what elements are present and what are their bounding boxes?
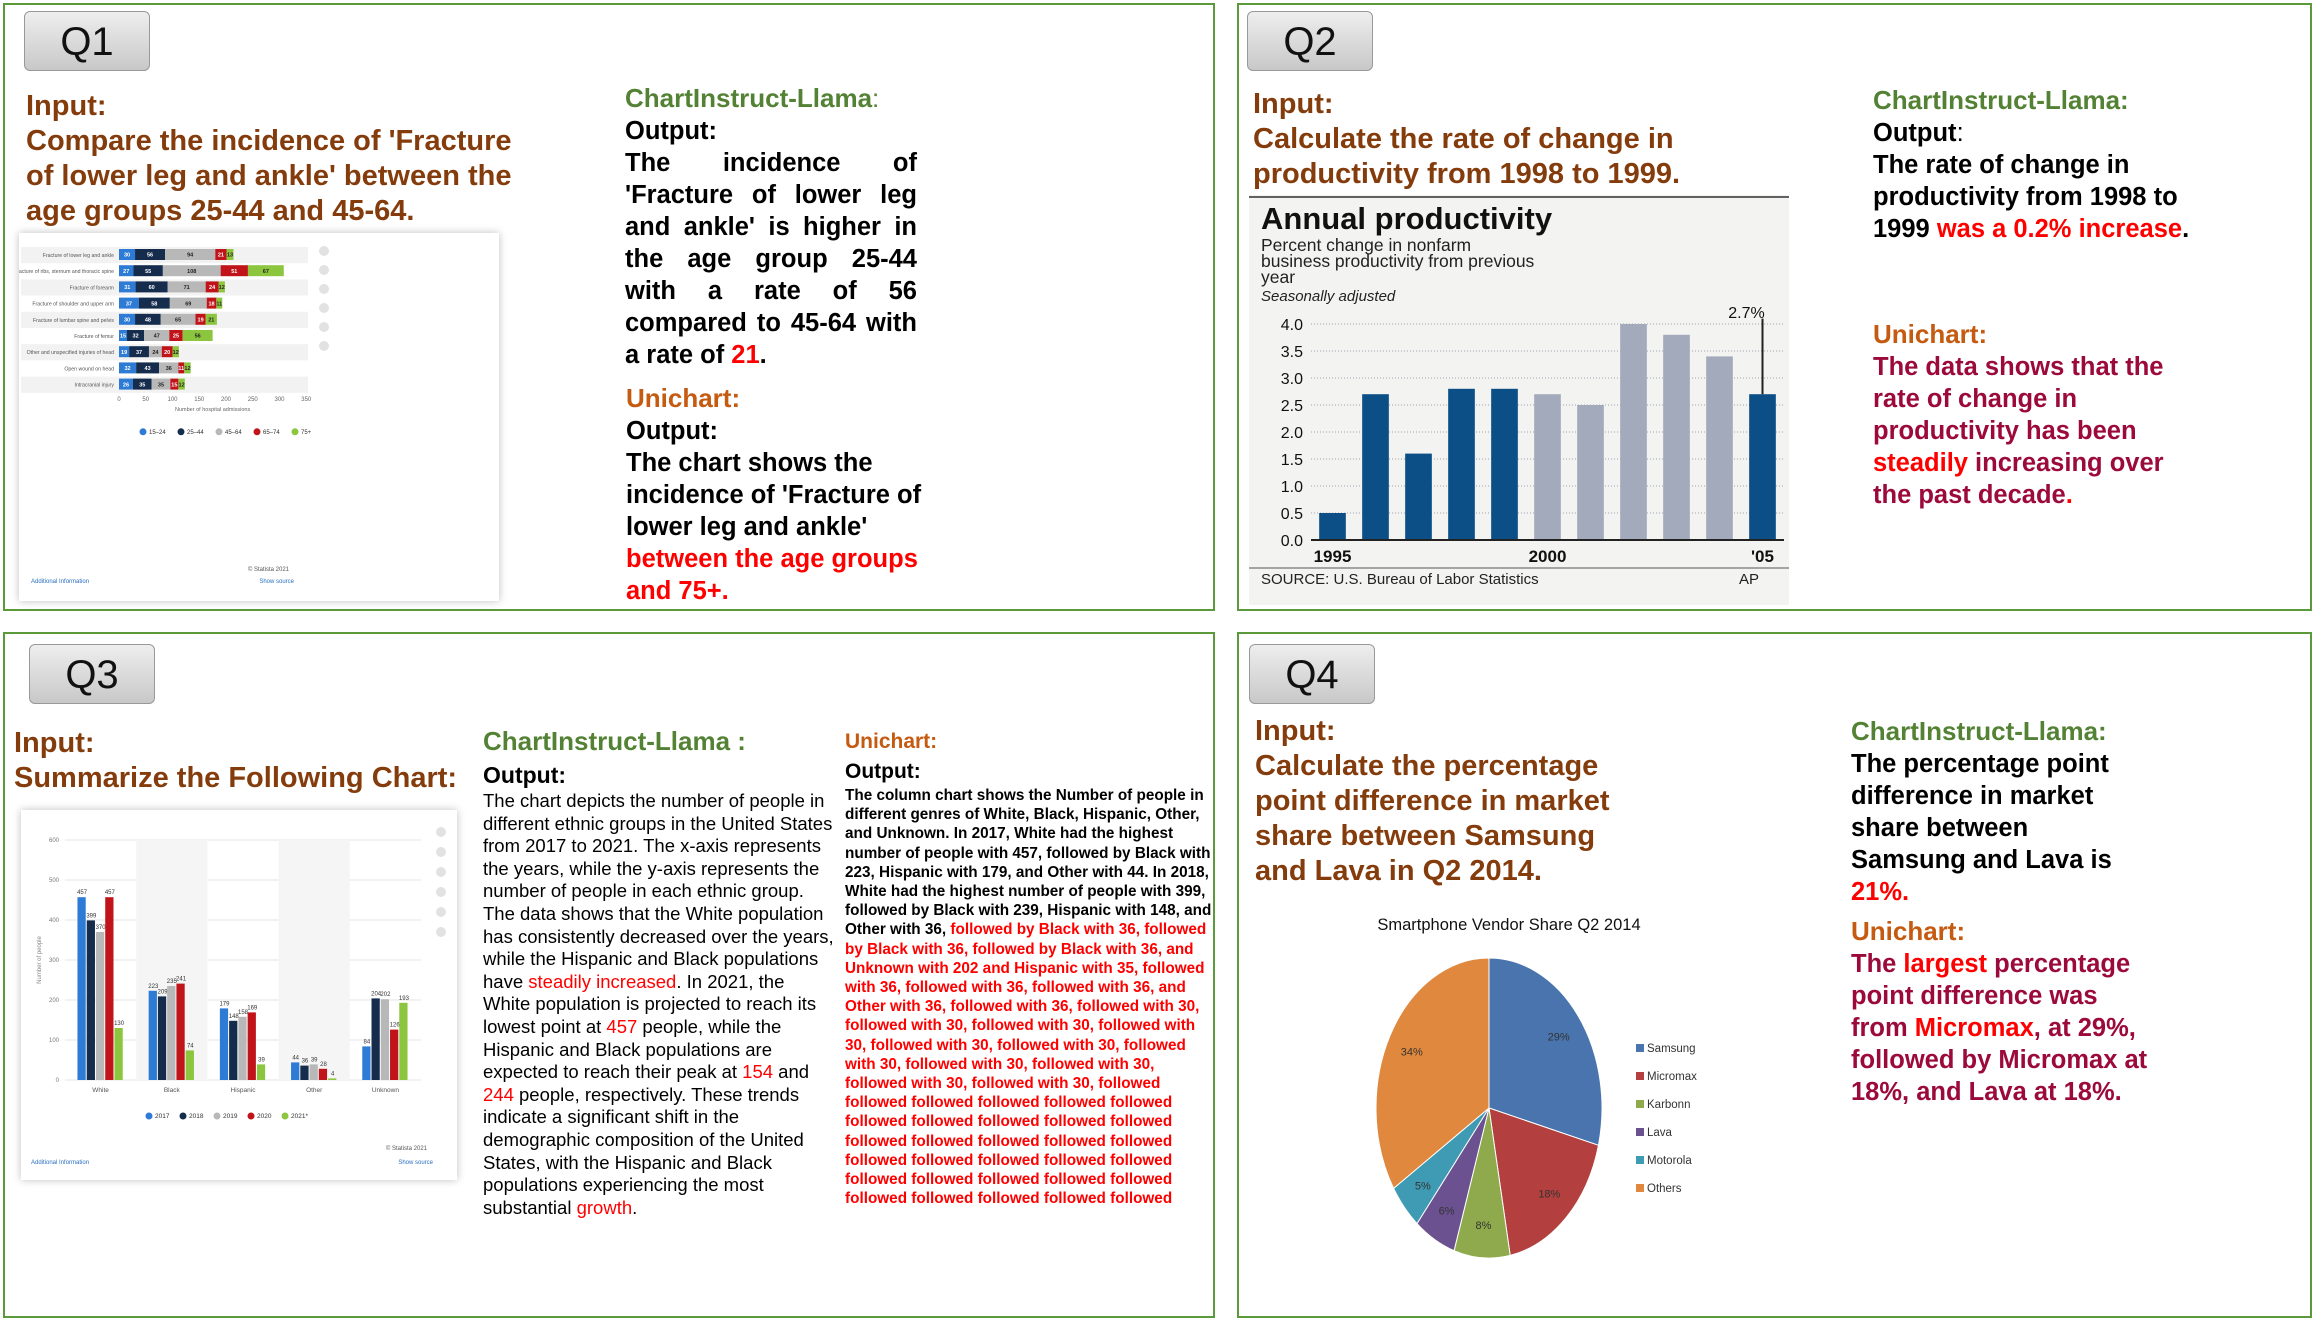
q1-bar-value: 11 [216,301,223,308]
q4-legend-marker [1636,1044,1644,1052]
q1-side-icon [319,246,329,256]
q3-input-label: Input: [14,727,95,759]
q3-ci-t3: people, while the Hispanic and Black populations are expected to reach their peak at [483,1015,782,1083]
q1-bar-value: 24 [209,285,216,292]
q3-bar [399,1003,407,1080]
q1-x-tick: 250 [247,396,258,403]
q1-legend-marker [140,428,147,435]
q2-y-tick: 4.0 [1280,317,1303,334]
q3-x-tick: Unknown [371,1087,399,1094]
q1-row-label: Fracture of shoulder and upper arm [32,301,114,308]
q2-x-tick: 1995 [1313,547,1352,566]
q3-bar [248,1012,256,1080]
q4-slice-label: 34% [1400,1046,1423,1059]
q2-bar [1448,389,1475,540]
q1-legend-label: 15–24 [149,429,166,436]
q3-bar-value: 28 [320,1061,327,1068]
q2-bar [1620,324,1647,540]
q3-bar-value: 84 [363,1039,371,1046]
q2-annotation: 2.7% [1728,305,1765,322]
q3-uni-output-label: Output: [845,760,921,783]
q3-uni-label: Unichart: [845,730,938,753]
q3-bar [390,1030,398,1080]
q1-bar-value: 12 [218,285,225,292]
q1-bar-value: 19 [121,349,128,356]
q3-legend-label: 2020 [257,1113,272,1120]
q1-x-tick: 200 [220,396,232,403]
q2-bar [1663,335,1690,540]
q3-input [14,726,494,796]
q3-bar-value: 223 [148,983,159,990]
q3-bar [362,1046,370,1080]
q3-bar-value: 148 [228,1013,239,1020]
q3-ci-label: ChartInstruct-Llama : [483,726,746,756]
q3-bar [96,932,104,1080]
q3-ci-t2: . In 2021, the White population is projected to reach its lowest point at [483,970,817,1037]
q3-grouped-bar-chart [21,810,457,1180]
q1-legend-marker [254,428,261,435]
q3-bar [229,1021,237,1080]
q2-y-tick: 0.5 [1280,506,1303,523]
q1-bar-value: 94 [187,252,194,259]
q2-ci-output-colon: : [1956,119,1964,147]
q1-row-label: Intracranial injury [74,382,114,389]
q3-ci-t6: . [632,1196,638,1218]
q1-x-label: Number of hospital admissions [175,406,251,413]
q1-bar-value: 32 [132,333,139,340]
q1-uni-label: Unichart: [626,383,741,413]
q1-bar-value: 56 [194,333,201,340]
q3-y-tick: 500 [48,878,59,884]
q4-legend-marker [1636,1184,1644,1192]
q3-bar [77,897,85,1080]
q4-chart-title: Smartphone Vendor Share Q2 2014 [1377,916,1641,934]
q4-legend-marker [1636,1072,1644,1080]
q1-badge: Q1 [24,11,150,71]
q1-input-text: Compare the incidence of 'Fracture of lower leg and ankle' between the age groups 25-44 and 45-64. [26,125,512,227]
q4-uni-label: Unichart: [1851,916,1966,946]
q1-bar-value: 55 [145,268,152,275]
q3-bar-value: 235 [166,979,177,985]
q1-bar-value: 35 [139,382,146,389]
q3-bar-value: 126 [389,1022,400,1029]
q1-legend-marker [178,428,185,435]
q1-x-tick: 0 [117,396,121,403]
q4-slice-label: 6% [1438,1205,1455,1218]
q3-y-tick: 300 [48,958,59,964]
q3-additional-info: Additional Information [31,1160,90,1166]
q1-bar-value: 32 [124,366,131,373]
q1-ci-output [625,115,917,371]
q1-ci-label-colon: : [872,83,880,113]
q1-ci-output-post: . [759,341,767,369]
q3-bar-value: 370 [95,925,106,931]
q1-row-label: Fracture of lower leg and ankle [42,253,114,259]
q1-uni-output-label: Output: [626,417,719,445]
q3-side-icon [436,867,446,877]
q2-uni-dot: . [2065,481,2073,509]
q1-bar-value: 27 [123,268,130,275]
q1-bar-value: 11 [178,366,185,373]
q2-uni-text: The data shows that the rate of change in productivity has been [1873,353,2164,445]
q1-bar-value: 65 [175,317,182,324]
q3-y-tick: 400 [48,918,59,924]
q1-side-icon [319,265,329,275]
q3-uni-red: followed by Black with 36, followed by Black with 36, followed by Black with 36, and Unknown with 202 and Hispanic with 35, followed with 36, followed with 36, followed with 36, and Other with 36, followed with 36, followed with 30, followed with 30, followed with 30, followed with 30, followed with 30, followed with 30, followed with 30, followed with 30, followed with 30, followed with 30, followed with 30, followed followed followed followed followed followed followed followed followed followed followed followed followed followed followed followed followed followed followed followed followed followed followed followed followed followed followed followed followed followed followed [845,921,1207,1208]
q3-x-tick: White [92,1087,109,1094]
q3-legend-marker [180,1113,187,1120]
q1-legend-label: 45–64 [225,429,242,436]
q2-ci-output-label: Output [1873,119,1957,147]
q1-bar-value: 108 [187,268,197,275]
q3-bar [158,996,166,1080]
q3-ci-r5: growth [576,1196,633,1218]
q1-bar-value: 15 [171,382,178,389]
q1-legend-marker [292,428,299,435]
q2-input-label: Input: [1253,88,1334,120]
q1-bar-value: 36 [165,366,172,373]
q3-bar [381,999,389,1080]
q1-side-icon [319,284,329,294]
q3-bar-value: 204 [371,991,382,998]
q3-bar [238,1017,246,1080]
q2-bar [1405,454,1432,540]
q1-bar-value: 35 [157,382,165,389]
q1-bar-value: 21 [208,317,215,324]
q2-bar [1577,405,1604,540]
q3-legend-label: 2019 [223,1113,238,1120]
q3-chart-card [21,810,457,1180]
q4-input-label: Input: [1255,715,1336,747]
q1-bar-value: 69 [185,301,192,308]
q1-statista-credit: © Statista 2021 [247,567,289,573]
q1-bar-value: 19 [197,317,204,324]
q4-slice-label: 18% [1538,1188,1561,1201]
q3-legend-marker [146,1113,153,1120]
q3-show-source: Show source [398,1160,433,1166]
q3-bar-value: 130 [114,1021,125,1027]
q3-bar-value: 193 [398,995,409,1002]
q1-legend-label: 65–74 [263,429,280,436]
q2-credit: AP [1738,571,1759,588]
q3-ci-r4: 244 [483,1083,514,1105]
q3-ci-r1: steadily increased [528,970,677,992]
q1-bar-value: 15 [119,333,127,340]
q2-bar [1491,389,1518,540]
q1-row-label: Fracture of femur [74,334,114,340]
q1-input-label: Input: [26,90,107,122]
q1-row-label: Other and unspecified injuries of head [26,350,114,357]
q2-y-tick: 3.0 [1280,371,1303,388]
q3-bar [167,986,175,1080]
q3-side-icon [436,887,446,897]
q4-legend-marker [1636,1100,1644,1108]
q3-bar-value: 457 [104,890,115,897]
q4-uni-output [1851,948,2161,1108]
q2-bar [1749,394,1776,540]
q1-side-icon [319,341,329,351]
q3-ci-t1: The chart depicts the number of people in different ethnic groups in the United States from 2017 to 2021. The x-axis represents the years, while the y-axis represents the number of people in each ethnic group. The data shows that the White population has consistently decreased over the years, while the Hispanic and Black populations have [483,790,834,992]
q4-legend-marker [1636,1156,1644,1164]
q3-ci-t5: people, respectively. These trends indicate a significant shift in the demographic composition of the United States, with the Hispanic and Black populations experiencing the most substantial [483,1083,804,1218]
q1-bar-value: 48 [144,317,151,324]
q3-bar [114,1028,122,1080]
q3-bar-value: 4 [331,1071,335,1078]
q3-ci-t4: and [773,1061,810,1083]
q3-bar-value: 209 [157,989,168,996]
q1-bar-value: 12 [172,349,179,356]
q1-input [26,89,546,229]
q2-ci-output-red: was a 0.2% increase [1936,215,2183,243]
q3-uni-black: The column chart shows the Number of people in different genres of White, Black, Hispanic, Other, and Unknown. In 2017, White had the highest number of people with 457, followed by Black with 223, Hispanic with 179, and Other with 44. In 2018, White had the highest number of people with 399, followed by Black with 239, Hispanic with 148, and Other with 36, [845,787,1212,939]
q3-legend-marker [282,1113,289,1120]
q1-row-label: Fracture of forearm [69,285,114,292]
q1-additional-info: Additional Information [31,579,90,585]
q3-bar [328,1078,336,1080]
q4-slice-label: 8% [1475,1219,1492,1232]
q4-uni-d: Micromax [1914,1014,2034,1042]
q1-bar-value: 47 [153,333,160,340]
q1-row-label: Fracture of ribs, sternum and thoracic spine [19,269,114,276]
q4-legend-label: Others [1647,1183,1682,1195]
q3-bar-value: 36 [301,1058,309,1065]
q1-ci-label-text: ChartInstruct-Llama [625,83,873,113]
q3-legend-marker [214,1113,221,1120]
q1-legend-label: 25–44 [187,429,204,436]
q3-x-tick: Hispanic [230,1087,256,1094]
q3-bar-value: 44 [292,1055,300,1062]
panel-q4 [1237,632,2312,1318]
q1-x-tick: 150 [194,396,205,403]
q1-row-label: Fracture of lumbar spine and pelvis [32,317,114,324]
q3-legend-marker [248,1113,255,1120]
q2-input-text: Calculate the rate of change in productivity from 1998 to 1999. [1253,123,1681,190]
q4-legend-label: Micromax [1647,1071,1697,1083]
q3-band [279,840,350,1080]
q3-bar [257,1064,265,1080]
q3-side-icon [436,927,446,937]
q3-y-tick: 200 [48,998,59,1004]
q3-side-icon [436,827,446,837]
q2-bar [1319,513,1346,540]
q2-y-tick: 2.5 [1280,398,1303,415]
q4-ci-output [1851,748,2121,908]
q2-chart-area [1249,195,1789,605]
q1-row-label: Open wound on head [64,366,114,373]
q2-x-tick: 2000 [1528,547,1567,566]
q1-ci-output-label: Output: [625,117,718,145]
q3-x-tick: Other [306,1087,323,1094]
q3-bar [87,920,95,1080]
q1-chart-card [19,233,499,601]
q1-legend-label: 75+ [301,429,312,436]
q2-bar [1706,356,1733,540]
q3-bar [220,1008,228,1080]
q2-input [1253,87,1713,192]
q3-side-icon [436,847,446,857]
q1-x-tick: 50 [142,396,150,403]
q3-bar [372,998,380,1080]
q3-badge: Q3 [29,644,155,704]
q4-legend-label: Karbonn [1647,1099,1691,1111]
q2-uni-label: Unichart: [1873,319,1988,349]
q1-bar-value: 26 [122,382,130,389]
q1-bar-value: 13 [226,252,234,259]
q3-bar [319,1069,327,1080]
q4-slice-label: 29% [1547,1031,1570,1044]
q3-ci-r2: 457 [606,1015,638,1037]
q1-bar-value: 56 [146,252,154,259]
q4-slice-label: 5% [1414,1180,1431,1193]
q3-ci-r3: 154 [742,1061,774,1083]
q3-bar [291,1062,299,1080]
q2-y-tick: 3.5 [1280,344,1303,361]
q1-bar-value: 67 [262,268,269,275]
q3-bar-value: 241 [176,976,187,983]
q3-y-tick: 600 [48,838,59,844]
q3-y-label: Number of people [37,936,43,984]
q4-ci-text: The percentage point difference in market share between Samsung and Lava is [1851,750,2112,874]
panel-q3 [3,632,1215,1318]
q1-bar-value: 31 [124,285,131,292]
q3-legend-label: 2021* [291,1113,308,1120]
q2-y-tick: 0.0 [1280,533,1303,550]
q3-legend-label: 2018 [189,1113,204,1120]
q4-ci-label: ChartInstruct-Llama: [1851,716,2107,746]
q1-legend-marker [216,428,223,435]
q2-uni-red: steadily [1873,449,1968,477]
q2-chart-note: Seasonally adjusted [1261,288,1396,305]
q2-ci-label: ChartInstruct-Llama: [1873,85,2129,115]
q3-ci-output-label: Output: [483,762,567,788]
q1-uni-output [626,415,926,607]
q2-y-tick: 1.0 [1280,479,1303,496]
q2-badge: Q2 [1247,11,1373,71]
q3-statista-credit: © Statista 2021 [385,1146,427,1152]
q3-bar [105,897,113,1080]
q3-bar-value: 74 [186,1043,194,1050]
q3-bar-value: 39 [258,1057,265,1064]
q4-legend-marker [1636,1128,1644,1136]
q3-bar [300,1066,308,1080]
q2-chart-subtitle: Percent change in nonfarm business productivity from previous year [1261,235,1535,287]
q4-uni-e: , at 29%, followed by Micromax at 18%, and Lava at 18%. [1851,1014,2148,1106]
q3-bar [186,1050,194,1080]
q4-uni-b: largest [1903,950,1988,978]
panel-q1 [3,3,1215,611]
q1-x-tick: 100 [167,396,178,403]
q3-bar-value: 457 [77,890,88,897]
q4-uni-c: percentage point difference was from [1851,950,2131,1042]
q3-y-tick: 0 [55,1078,59,1084]
q2-chart-title: Annual productivity [1261,201,1553,236]
q2-uni-output [1873,351,2173,511]
q4-pie-chart [1339,914,1739,1314]
q4-legend-label: Lava [1647,1127,1672,1139]
q2-y-tick: 1.5 [1280,452,1303,469]
q3-input-text: Summarize the Following Chart: [14,762,458,794]
q3-bar-value: 399 [86,913,97,920]
q1-bar-value: 25 [172,333,180,340]
q3-ci-output [483,760,835,1219]
q3-bar-value: 39 [310,1057,318,1064]
q4-chart-area [1339,914,1739,1314]
q1-bar-value: 37 [125,301,132,308]
q1-x-tick: 350 [301,396,312,403]
q4-ci-red: 21%. [1851,878,1910,906]
q3-legend-label: 2017 [155,1113,170,1120]
q1-bar-value: 30 [123,317,131,324]
q1-x-tick: 300 [274,396,285,403]
q1-bar-value: 24 [152,349,159,356]
q4-badge: Q4 [1249,644,1375,704]
q1-show-source: Show source [259,579,294,585]
q3-bar-value: 158 [237,1009,249,1016]
q1-bar-value: 51 [231,268,238,275]
q1-ci-output-red: 21 [731,341,760,369]
panel-q2 [1237,3,2312,611]
q1-bar-value: 30 [123,252,131,259]
q2-source: SOURCE: U.S. Bureau of Labor Statistics [1261,571,1539,588]
q3-bar [176,984,184,1080]
q4-legend-label: Motorola [1647,1155,1692,1167]
q1-bar-value: 60 [148,285,155,292]
q2-ci-output-post: . [2182,215,2190,243]
q3-side-icon [436,907,446,917]
q1-ci-label [625,83,879,114]
q1-bar-value: 37 [136,349,143,356]
q2-x-tick: '05 [1751,547,1774,566]
q3-bar [149,991,157,1080]
q1-bar-value: 21 [217,252,224,259]
q1-bar-value: 12 [184,366,191,373]
q1-stacked-bar-chart [19,233,499,601]
q2-bar-chart [1249,195,1789,605]
q3-uni-output [845,758,1215,1208]
q1-uni-output-red: between the age groups and 75+. [626,545,918,605]
q1-bar-value: 18 [208,301,215,308]
q1-bar-value: 20 [164,349,171,356]
q2-ci-output-text: The rate of change in productivity from 1998 to 1999 [1873,151,2178,243]
q2-y-tick: 2.0 [1280,425,1303,442]
q3-bar-value: 202 [380,992,391,999]
q3-bar-value: 169 [247,1005,258,1012]
q4-input-text: Calculate the percentage point difference in market share between Samsung and Lava in Q2 2014. [1255,750,1610,887]
q1-uni-output-text: The chart shows the incidence of 'Fracture of lower leg and ankle' [626,449,922,541]
q4-uni-a: The [1851,950,1904,978]
q2-ci-output [1873,117,2193,245]
q2-bar [1534,394,1561,540]
q4-input [1255,714,1635,889]
q1-bar-value: 12 [178,382,185,389]
q1-side-icon [319,303,329,313]
q3-y-tick: 100 [48,1038,59,1044]
q1-side-icon [319,322,329,332]
q1-bar-value: 71 [183,285,190,292]
q3-bar [310,1064,318,1080]
q3-bar-value: 179 [219,1001,230,1008]
q1-ci-output-text: The incidence of 'Fracture of lower leg and ankle' is higher in the age group 25-44 with a rate of 56 compared to 45-64 with a rate of [625,149,917,369]
q3-x-tick: Black [163,1087,180,1094]
q1-bar-value: 43 [144,366,151,373]
q1-bar-value: 58 [151,301,158,308]
q2-bar [1362,394,1389,540]
q4-legend-label: Samsung [1647,1043,1696,1055]
q2-uni-post: increasing over the past decade [1873,449,2164,509]
